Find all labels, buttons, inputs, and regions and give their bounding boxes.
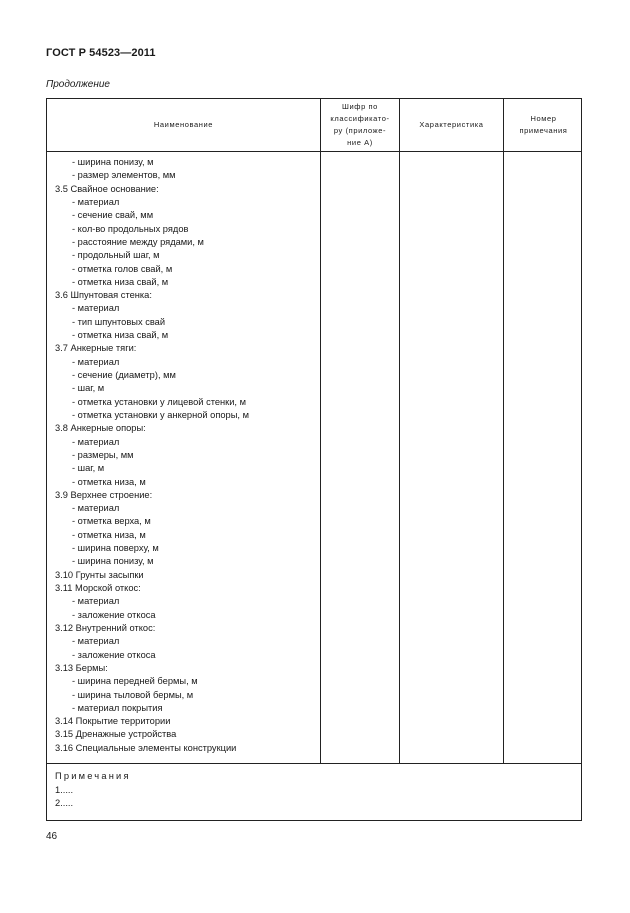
table-body: [55, 156, 315, 755]
table-row: 3.10 Грунты засыпки: [55, 569, 144, 580]
table-row: - отметка низа, м: [72, 476, 146, 487]
table-row: 3.15 Дренажные устройства: [55, 729, 177, 740]
document-code: ГОСТ Р 54523—2011: [46, 47, 156, 59]
table-row: - ширина тыловой бермы, м: [72, 689, 194, 700]
table-row: 3.6 Шпунтовая стенка:: [55, 290, 152, 301]
column-header-characteristic: Характеристика: [419, 120, 484, 129]
table-row: 3.13 Бермы:: [55, 662, 108, 673]
table-row: - шаг, м: [72, 463, 105, 474]
table-row: - тип шпунтовых свай: [72, 316, 166, 327]
table-row: 3.11 Морской откос:: [55, 583, 141, 593]
table-row: - материал: [72, 303, 120, 314]
column-header-note-number: Номер примечания: [519, 114, 568, 135]
table-row: - сечение свай, мм: [72, 210, 154, 221]
table-row: - отметка голов свай, м: [72, 263, 173, 274]
column-header-code: Шифр по классификато-ру (приложе-ние А): [330, 102, 390, 147]
table-row: 3.8 Анкерные опоры:: [55, 423, 146, 434]
table-row: - размеры, мм: [72, 449, 134, 460]
table-row: - отметка установки у анкерной опоры, м: [72, 409, 249, 420]
table-row: - материал покрытия: [72, 702, 163, 713]
column-divider: [503, 99, 504, 764]
table-row: - отметка верха, м: [72, 516, 151, 527]
table-row: - ширина понизу, м: [72, 157, 154, 167]
header-divider: [47, 151, 581, 152]
table-row: - расстояние между рядами, м: [72, 236, 204, 247]
column-divider: [320, 99, 321, 764]
table-row: - ширина передней бермы, м: [72, 676, 198, 687]
table-row: - продольный шаг, м: [72, 250, 160, 261]
table-row: - отметка низа свай, м: [72, 330, 169, 341]
table-row: - ширина понизу, м: [72, 556, 154, 567]
column-divider: [399, 99, 400, 764]
notes-section: [55, 770, 131, 811]
continuation-label: Продолжение: [46, 79, 110, 90]
column-header-name: Наименование: [153, 120, 214, 129]
table-row: - заложение откоса: [72, 609, 156, 620]
notes-title: Примечания: [55, 771, 131, 781]
table-row: - заложение откоса: [72, 649, 156, 660]
specification-table: [46, 98, 582, 821]
table-row: 3.14 Покрытие территории: [55, 716, 171, 727]
table-row: - отметка установки у лицевой стенки, м: [72, 396, 246, 407]
table-row: - материал: [72, 196, 120, 207]
table-row: - шаг, м: [72, 383, 105, 394]
table-row: 3.12 Внутренний откос:: [55, 622, 156, 633]
table-row: - отметка низа, м: [72, 529, 146, 540]
table-row: 3.7 Анкерные тяги:: [55, 343, 137, 354]
table-row: - материал: [72, 436, 120, 447]
note-item: 1.....: [55, 784, 74, 795]
note-item: 2.....: [55, 798, 74, 808]
table-row: - ширина поверху, м: [72, 543, 159, 554]
table-row: 3.16 Специальные элементы конструкции: [55, 742, 237, 753]
table-row: - отметка низа свай, м: [72, 276, 169, 287]
table-row: 3.5 Свайное основание:: [55, 183, 159, 194]
table-row: 3.9 Верхнее строение:: [55, 489, 153, 500]
notes-divider: [47, 763, 581, 764]
table-row: - материал: [72, 596, 120, 607]
table-row: - размер элементов, мм: [72, 170, 176, 181]
table-row: - материал: [72, 503, 120, 514]
table-row: - сечение (диаметр), мм: [72, 370, 176, 380]
page-number: 46: [46, 831, 58, 842]
table-row: - материал: [72, 356, 120, 367]
table-row: - кол-во продольных рядов: [72, 223, 189, 234]
table-row: - материал: [72, 636, 120, 647]
